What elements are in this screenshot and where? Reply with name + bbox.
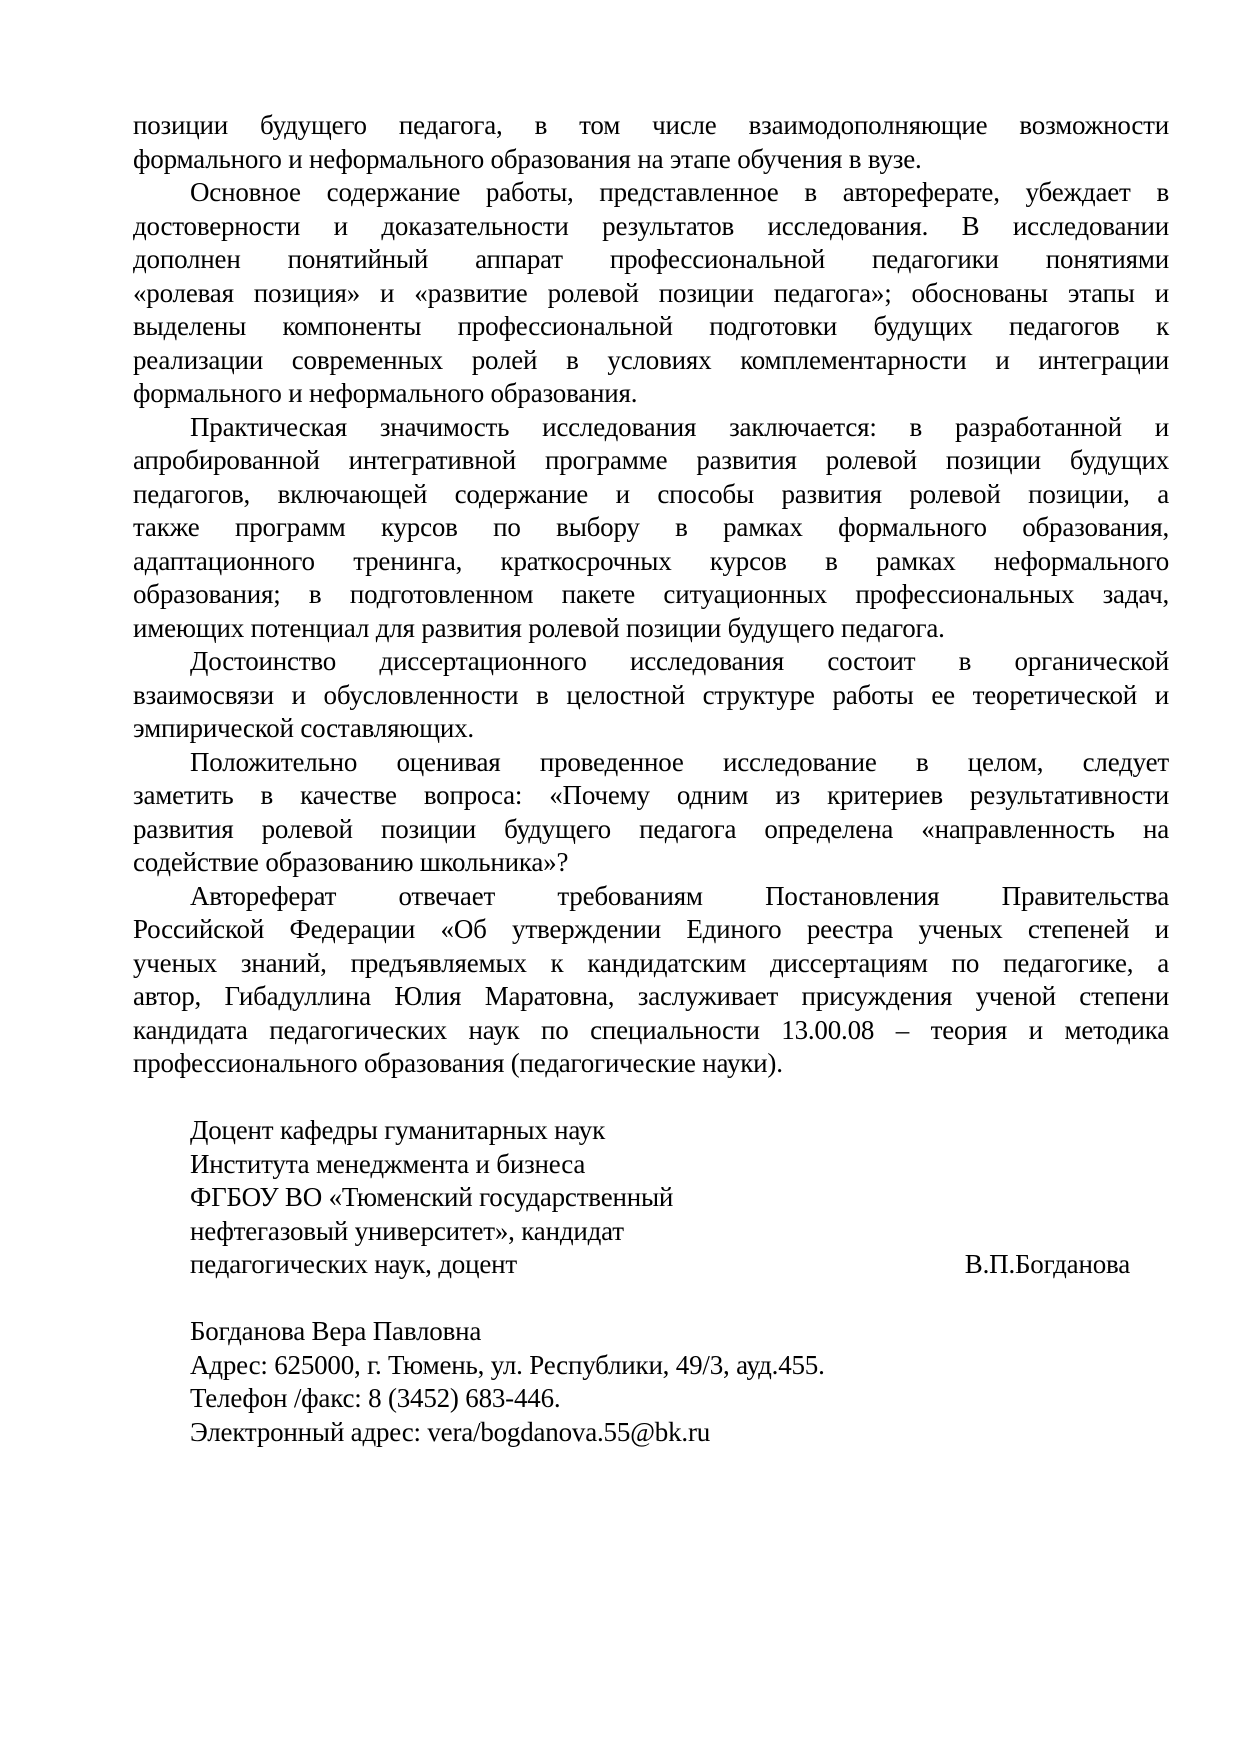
text-line: имеющих потенциал для развития ролевой позиции будущего педагога. — [133, 612, 945, 643]
text-line: достоверности и доказательности результатов исследования. В исследовании — [133, 210, 1169, 241]
signature-line: Доцент кафедры гуманитарных наук — [190, 1115, 606, 1145]
text-line: содействие образованию школьника»? — [133, 847, 569, 877]
text-line: Автореферат отвечает требованиям Постановления Правительства — [190, 880, 1169, 911]
text-line: формального и неформального образования. — [133, 378, 638, 408]
signature-block — [133, 1114, 1169, 1248]
text-line: Достоинство диссертационного исследования состоит в органической — [190, 646, 1169, 676]
text-line: заметить в качестве вопроса: «Почему одним из критериев результативности — [133, 780, 1169, 810]
text-line: Российской Федерации «Об утверждении Единого реестра ученых степеней и — [133, 914, 1169, 944]
paragraph — [133, 109, 1169, 176]
blank-line — [133, 1081, 1169, 1115]
paragraph — [133, 880, 1169, 1081]
paragraph — [133, 645, 1169, 746]
text-line: Положительно оценивая проведенное исследование в целом, следует — [190, 746, 1169, 777]
text-line: эмпирической составляющих. — [133, 713, 474, 743]
contact-line: Адрес: 625000, г. Тюмень, ул. Республики, 49/3, ауд.455. — [190, 1349, 825, 1380]
text-line: автор, Гибадуллина Юлия Маратовна, заслуживает присуждения ученой степени — [133, 981, 1169, 1011]
text-line: образования; в подготовленном пакете ситуационных профессиональных задач, — [133, 579, 1169, 609]
text-line: педагогов, включающей содержание и способы развития ролевой позиции, а — [133, 478, 1169, 509]
blank-line — [133, 1282, 1169, 1316]
signature-last-line — [133, 1248, 1169, 1282]
signature-line: Института менеджмента и бизнеса — [190, 1148, 586, 1179]
text-line: взаимосвязи и обусловленности в целостной структуре работы ее теоретической и — [133, 679, 1169, 710]
text-line: «ролевая позиция» и «развитие ролевой позиции педагога»; обоснованы этапы и — [133, 277, 1169, 308]
paragraph — [133, 176, 1169, 411]
text-line: позиции будущего педагога, в том числе взаимодополняющие возможности — [133, 110, 1169, 140]
text-line: дополнен понятийный аппарат профессиональной педагогики понятиями — [133, 244, 1169, 274]
text-line: апробированной интегративной программе развития ролевой позиции будущих — [133, 445, 1169, 475]
signature-line: ФГБОУ ВО «Тюменский государственный — [190, 1182, 674, 1212]
text-line: Основное содержание работы, представленное в автореферате, убеждает в — [190, 177, 1169, 207]
text-line: профессионального образования (педагогические науки). — [133, 1048, 783, 1078]
contact-line: Телефон /факс: 8 (3452) 683-446. — [190, 1383, 561, 1413]
text-line: также программ курсов по выбору в рамках формального образования, — [133, 512, 1169, 542]
signature-name: В.П.Богданова — [964, 1249, 1130, 1279]
document-body — [133, 109, 1169, 1081]
signature-line: нефтегазовый университет», кандидат — [190, 1215, 624, 1246]
contact-block — [133, 1315, 1169, 1449]
text-line: реализации современных ролей в условиях комплементарности и интеграции — [133, 344, 1169, 375]
text-line: развития ролевой позиции будущего педагога определена «направленность на — [133, 813, 1169, 844]
contact-line: Богданова Вера Павловна — [190, 1316, 482, 1346]
text-line: выделены компоненты профессиональной подготовки будущих педагогов к — [133, 311, 1169, 341]
text-line: адаптационного тренинга, краткосрочных курсов в рамках неформального — [133, 545, 1169, 576]
text-line: кандидата педагогических наук по специальности 13.00.08 – теория и методика — [133, 1014, 1169, 1045]
document-content — [133, 109, 1169, 1449]
text-line: Практическая значимость исследования заключается: в разработанной и — [190, 411, 1169, 442]
text-line: ученых знаний, предъявляемых к кандидатским диссертациям по педагогике, а — [133, 947, 1169, 978]
text-line: формального и неформального образования на этапе обучения в вузе. — [133, 143, 922, 174]
contact-line: Электронный адрес: vera/bogdanova.55@bk.ru — [190, 1416, 711, 1447]
paragraph — [133, 411, 1169, 646]
paragraph — [133, 746, 1169, 880]
signature-position-text: педагогических наук, доцент — [190, 1249, 517, 1279]
